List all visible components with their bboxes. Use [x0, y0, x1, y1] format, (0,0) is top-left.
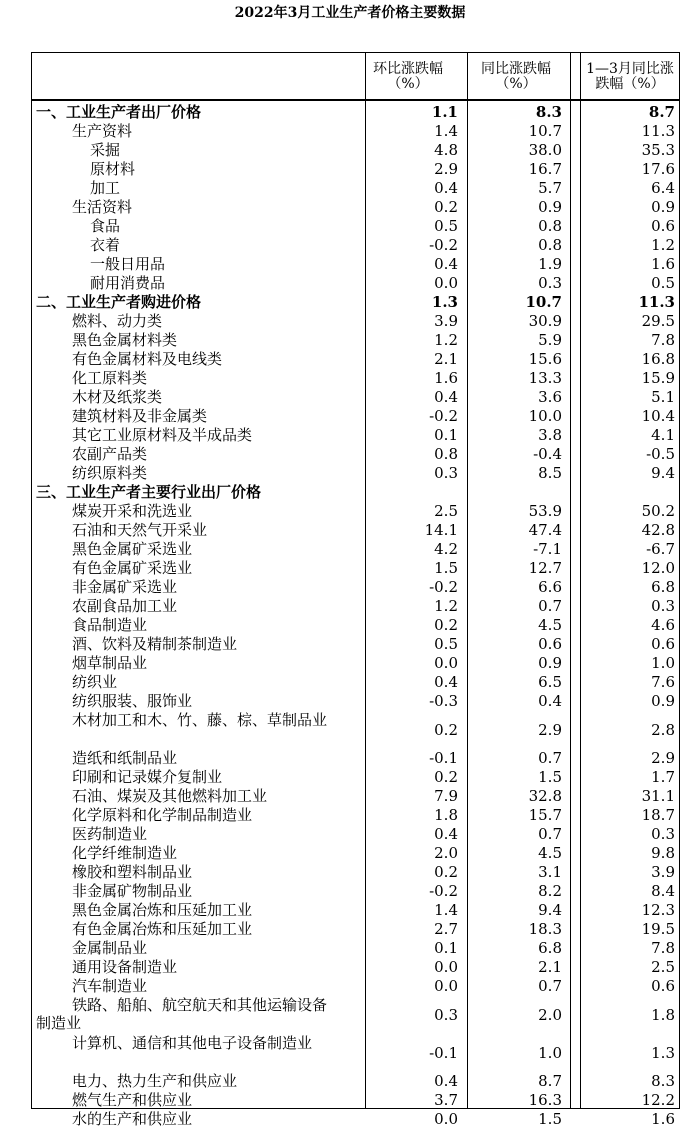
table-row: [32, 597, 681, 616]
value-mom: 0.4: [434, 1072, 458, 1090]
table-row: [32, 901, 681, 920]
value-mom: 0.1: [434, 426, 458, 444]
row-label: 计算机、通信和其他电子设备制造业: [72, 1034, 313, 1052]
row-label: 造纸和纸制品业: [72, 749, 178, 767]
value-yoy: 4.5: [538, 616, 562, 634]
row-label: 石油、煤炭及其他燃料加工业: [72, 787, 268, 805]
table-row: [32, 483, 681, 502]
value-yoy: 0.9: [538, 198, 562, 216]
value-yoy: 3.1: [538, 863, 562, 881]
value-cum: 12.3: [641, 901, 675, 919]
value-mom: -0.2: [429, 882, 458, 900]
table-row: [32, 160, 681, 179]
table-row: [32, 217, 681, 236]
value-yoy: 38.0: [528, 141, 562, 159]
value-cum: 3.9: [651, 863, 675, 881]
row-label: 化工原料类: [72, 369, 148, 387]
value-yoy: 32.8: [528, 787, 562, 805]
value-cum: 1.7: [651, 768, 675, 786]
value-mom: 0.3: [434, 1006, 458, 1024]
row-label: 原材料: [90, 160, 136, 178]
value-yoy: 13.3: [528, 369, 562, 387]
header-mom: 环比涨跌幅（%）: [373, 61, 443, 92]
value-cum: -0.5: [646, 445, 675, 463]
row-label: 生产资料: [72, 122, 133, 140]
value-yoy: 4.5: [538, 844, 562, 862]
value-mom: -0.2: [429, 407, 458, 425]
value-yoy: 1.5: [538, 1110, 562, 1128]
value-cum: 0.3: [651, 597, 675, 615]
value-cum: 0.6: [651, 217, 675, 235]
value-cum: 9.8: [651, 844, 675, 862]
value-cum: 42.8: [641, 521, 675, 539]
value-yoy: 2.0: [538, 1006, 562, 1024]
value-mom: 2.9: [434, 160, 458, 178]
table-row: [32, 350, 681, 369]
value-yoy: 30.9: [528, 312, 562, 330]
value-mom: 0.2: [434, 721, 458, 739]
table-row: [32, 559, 681, 578]
row-label: 有色金属材料及电线类: [72, 350, 223, 368]
row-label: 食品制造业: [72, 616, 148, 634]
table-row: [32, 407, 681, 426]
row-label: 有色金属冶炼和压延加工业: [72, 920, 253, 938]
value-yoy: 10.0: [528, 407, 562, 425]
table-row: [32, 1110, 681, 1129]
row-label: 一般日用品: [90, 255, 166, 273]
table-row: [32, 768, 681, 787]
value-mom: 0.8: [434, 445, 458, 463]
row-label: 黑色金属矿采选业: [72, 540, 193, 558]
row-label: 建筑材料及非金属类: [72, 407, 208, 425]
row-label: 烟草制品业: [72, 654, 148, 672]
value-cum: 8.4: [651, 882, 675, 900]
table-row: [32, 1091, 681, 1110]
table-row: [32, 540, 681, 559]
table-row: [32, 806, 681, 825]
row-label: 农副食品加工业: [72, 597, 178, 615]
value-mom: 0.4: [434, 388, 458, 406]
row-label: 木材加工和木、竹、藤、棕、草制品业: [72, 711, 328, 729]
value-cum: 7.8: [651, 331, 675, 349]
value-yoy: -0.4: [533, 445, 562, 463]
row-label: 化学纤维制造业: [72, 844, 178, 862]
value-yoy: 0.8: [538, 217, 562, 235]
value-mom: -0.1: [429, 749, 458, 767]
value-mom: 1.8: [434, 806, 458, 824]
value-yoy: 1.9: [538, 255, 562, 273]
header-yoy: 同比涨跌幅（%）: [481, 61, 551, 92]
value-yoy: 12.7: [528, 559, 562, 577]
value-cum: 2.5: [651, 958, 675, 976]
row-label: 酒、饮料及精制茶制造业: [72, 635, 238, 653]
value-yoy: 18.3: [528, 920, 562, 938]
table-row: [32, 122, 681, 141]
value-cum: 10.4: [641, 407, 675, 425]
value-mom: 7.9: [434, 787, 458, 805]
row-label: 通用设备制造业: [72, 958, 178, 976]
value-cum: 50.2: [641, 502, 675, 520]
value-mom: -0.2: [429, 236, 458, 254]
value-yoy: 0.7: [538, 825, 562, 843]
value-cum: 16.8: [641, 350, 675, 368]
value-cum: 7.8: [651, 939, 675, 957]
value-yoy: 8.3: [535, 103, 562, 121]
table-row: [32, 331, 681, 350]
value-mom: 1.6: [434, 369, 458, 387]
value-cum: 18.7: [641, 806, 675, 824]
value-mom: 0.2: [434, 863, 458, 881]
value-cum: 31.1: [641, 787, 675, 805]
value-mom: 0.1: [434, 939, 458, 957]
table-row: [32, 236, 681, 255]
value-yoy: 3.6: [538, 388, 562, 406]
table-row: [32, 863, 681, 882]
table-row: [32, 198, 681, 217]
value-yoy: 0.7: [538, 597, 562, 615]
value-mom: 0.2: [434, 768, 458, 786]
value-mom: 2.7: [434, 920, 458, 938]
row-label: 黑色金属材料类: [72, 331, 178, 349]
value-cum: 9.4: [651, 464, 675, 482]
row-label: 黑色金属冶炼和压延加工业: [72, 901, 253, 919]
value-yoy: 0.3: [538, 274, 562, 292]
value-mom: 2.0: [434, 844, 458, 862]
value-cum: 4.6: [651, 616, 675, 634]
table-row: [32, 1072, 681, 1091]
price-data-table: [31, 52, 680, 1128]
table-row: [32, 977, 681, 996]
row-label: 电力、热力生产和供应业: [72, 1072, 238, 1090]
value-yoy: 1.5: [538, 768, 562, 786]
table-row: [32, 103, 681, 122]
row-label: 燃料、动力类: [72, 312, 163, 330]
table-row: [32, 825, 681, 844]
value-mom: -0.1: [429, 1044, 458, 1062]
table-row: [32, 844, 681, 863]
row-label: 非金属矿采选业: [72, 578, 178, 596]
value-yoy: 0.7: [538, 977, 562, 995]
value-yoy: 2.1: [538, 958, 562, 976]
row-label: 三、工业生产者主要行业出厂价格: [36, 483, 262, 501]
value-yoy: 0.4: [538, 692, 562, 710]
value-mom: 14.1: [424, 521, 458, 539]
value-cum: 1.6: [651, 1110, 675, 1128]
table-row: [32, 426, 681, 445]
row-label: 燃气生产和供应业: [72, 1091, 193, 1109]
row-label: 生活资料: [72, 198, 133, 216]
page-title: 2022年3月工业生产者价格主要数据: [234, 5, 466, 21]
value-cum: 6.4: [651, 179, 675, 197]
row-label: 二、工业生产者购进价格: [36, 293, 202, 311]
value-mom: 0.2: [434, 616, 458, 634]
row-label: 煤炭开采和洗选业: [72, 502, 193, 520]
value-mom: 1.5: [434, 559, 458, 577]
value-yoy: 5.9: [538, 331, 562, 349]
value-mom: 1.4: [434, 122, 458, 140]
table-row: [32, 388, 681, 407]
table-row: [32, 578, 681, 597]
value-cum: 0.3: [651, 825, 675, 843]
row-label: 农副产品类: [72, 445, 148, 463]
value-yoy: 16.3: [528, 1091, 562, 1109]
value-cum: 19.5: [641, 920, 675, 938]
value-mom: 1.2: [434, 597, 458, 615]
value-cum: 15.9: [641, 369, 675, 387]
value-yoy: 53.9: [528, 502, 562, 520]
value-yoy: 0.6: [538, 635, 562, 653]
value-cum: 1.2: [651, 236, 675, 254]
value-cum: 0.6: [651, 635, 675, 653]
value-cum: 8.3: [651, 1072, 675, 1090]
value-mom: 0.0: [434, 977, 458, 995]
value-yoy: 0.9: [538, 654, 562, 672]
value-mom: 4.8: [434, 141, 458, 159]
row-label: 化学原料和化学制品制造业: [72, 806, 253, 824]
row-label: 汽车制造业: [72, 977, 148, 995]
value-cum: 35.3: [641, 141, 675, 159]
row-label: 纺织原料类: [72, 464, 148, 482]
value-cum: 6.8: [651, 578, 675, 596]
value-yoy: 8.5: [538, 464, 562, 482]
value-yoy: -7.1: [533, 540, 562, 558]
row-label: 水的生产和供应业: [72, 1110, 193, 1128]
value-cum: 4.1: [651, 426, 675, 444]
value-mom: 1.3: [431, 293, 458, 311]
row-label: 医药制造业: [72, 825, 148, 843]
value-cum: 11.3: [641, 122, 675, 140]
value-cum: 1.3: [651, 1044, 675, 1062]
row-label: 采掘: [90, 141, 121, 159]
value-mom: -0.2: [429, 578, 458, 596]
table-row: [32, 141, 681, 160]
value-mom: 0.4: [434, 673, 458, 691]
value-yoy: 10.7: [528, 122, 562, 140]
table-row: [32, 445, 681, 464]
value-yoy: 9.4: [538, 901, 562, 919]
row-label: 金属制品业: [72, 939, 148, 957]
value-mom: -0.3: [429, 692, 458, 710]
value-cum: 5.1: [651, 388, 675, 406]
value-cum: 8.7: [648, 103, 675, 121]
value-mom: 0.4: [434, 179, 458, 197]
value-yoy: 0.8: [538, 236, 562, 254]
table-row: [32, 882, 681, 901]
value-yoy: 15.7: [528, 806, 562, 824]
value-yoy: 8.2: [538, 882, 562, 900]
value-mom: 0.4: [434, 825, 458, 843]
value-cum: 0.9: [651, 198, 675, 216]
value-yoy: 15.6: [528, 350, 562, 368]
row-label: 食品: [90, 217, 121, 235]
value-mom: 0.0: [434, 654, 458, 672]
table-row: [32, 369, 681, 388]
value-yoy: 6.6: [538, 578, 562, 596]
value-cum: 0.6: [651, 977, 675, 995]
table-row: [32, 255, 681, 274]
row-label: 一、工业生产者出厂价格: [36, 103, 202, 121]
header-cum: 1—3月同比涨跌幅（%）: [586, 61, 674, 92]
row-label: 非金属矿物制品业: [72, 882, 193, 900]
value-yoy: 0.7: [538, 749, 562, 767]
table-row: [32, 692, 681, 711]
table-row: [32, 179, 681, 198]
value-cum: 12.0: [641, 559, 675, 577]
value-mom: 0.0: [434, 958, 458, 976]
table-row: [32, 521, 681, 540]
value-cum: 2.9: [651, 749, 675, 767]
table-row: [32, 1034, 681, 1072]
table-row: [32, 673, 681, 692]
value-cum: 29.5: [641, 312, 675, 330]
table-row: [32, 654, 681, 673]
value-yoy: 5.7: [538, 179, 562, 197]
value-yoy: 6.8: [538, 939, 562, 957]
value-yoy: 3.8: [538, 426, 562, 444]
table-row: [32, 293, 681, 312]
value-mom: 3.9: [434, 312, 458, 330]
row-label: 耐用消费品: [90, 274, 166, 292]
table-row: [32, 274, 681, 293]
row-label: 橡胶和塑料制品业: [72, 863, 193, 881]
value-mom: 0.0: [434, 1110, 458, 1128]
value-mom: 2.1: [434, 350, 458, 368]
value-yoy: 2.9: [538, 721, 562, 739]
value-mom: 0.4: [434, 255, 458, 273]
value-cum: 7.6: [651, 673, 675, 691]
value-cum: 0.9: [651, 692, 675, 710]
table-row: [32, 749, 681, 768]
value-cum: 1.6: [651, 255, 675, 273]
value-mom: 0.2: [434, 198, 458, 216]
row-label: 印刷和记录媒介复制业: [72, 768, 223, 786]
value-mom: 2.5: [434, 502, 458, 520]
value-yoy: 6.5: [538, 673, 562, 691]
value-cum: -6.7: [646, 540, 675, 558]
row-label: 加工: [90, 179, 121, 197]
table-row: [32, 464, 681, 483]
table-header: [32, 53, 679, 101]
value-cum: 0.5: [651, 274, 675, 292]
row-label: 铁路、船舶、航空航天和其他运输设备制造业: [36, 996, 328, 1032]
value-yoy: 1.0: [538, 1044, 562, 1062]
table-row: [32, 996, 681, 1034]
value-mom: 0.0: [434, 274, 458, 292]
row-label: 衣着: [90, 236, 121, 254]
table-row: [32, 502, 681, 521]
value-mom: 1.2: [434, 331, 458, 349]
value-mom: 0.3: [434, 464, 458, 482]
value-cum: 17.6: [641, 160, 675, 178]
value-yoy: 16.7: [528, 160, 562, 178]
value-mom: 1.1: [431, 103, 458, 121]
value-yoy: 10.7: [525, 293, 562, 311]
table-row: [32, 787, 681, 806]
value-mom: 4.2: [434, 540, 458, 558]
value-cum: 1.8: [651, 1006, 675, 1024]
value-cum: 11.3: [638, 293, 675, 311]
row-label: 木材及纸浆类: [72, 388, 163, 406]
table-row: [32, 958, 681, 977]
row-label: 石油和天然气开采业: [72, 521, 208, 539]
table-row: [32, 711, 681, 749]
table-row: [32, 635, 681, 654]
value-cum: 12.2: [641, 1091, 675, 1109]
value-cum: 1.0: [651, 654, 675, 672]
value-mom: 0.5: [434, 217, 458, 235]
row-label: 其它工业原材料及半成品类: [72, 426, 253, 444]
value-mom: 0.5: [434, 635, 458, 653]
row-label: 纺织服装、服饰业: [72, 692, 193, 710]
table-row: [32, 616, 681, 635]
table-row: [32, 920, 681, 939]
row-label: 有色金属矿采选业: [72, 559, 193, 577]
table-row: [32, 312, 681, 331]
value-mom: 3.7: [434, 1091, 458, 1109]
value-yoy: 47.4: [528, 521, 562, 539]
value-mom: 1.4: [434, 901, 458, 919]
row-label: 纺织业: [72, 673, 118, 691]
table-row: [32, 939, 681, 958]
value-cum: 2.8: [651, 721, 675, 739]
value-yoy: 8.7: [538, 1072, 562, 1090]
